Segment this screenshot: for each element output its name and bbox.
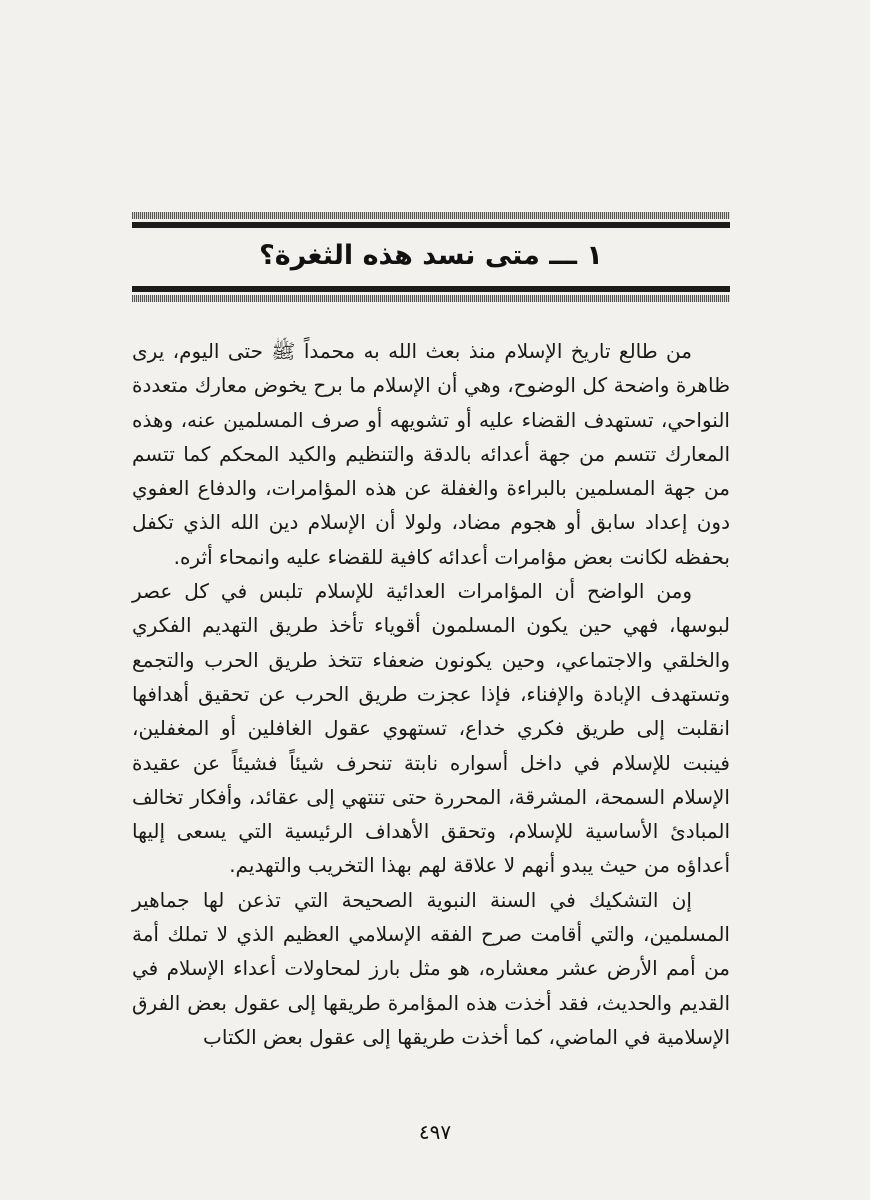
chapter-title: ١ ـــ متى نسد هذه الثغرة؟ [259, 240, 603, 271]
rule-hatch-line [132, 212, 730, 219]
header-rule-top [132, 212, 730, 228]
rule-hatch-line [132, 295, 730, 302]
paragraph: ومن الواضح أن المؤامرات العدائية للإسلام تلبس في كل عصر لبوسها، فهي حين يكون المسلمون أقوياء تأخذ طريق التهديم الفكري والخلقي والاجتماعي، وحين يكونون ضعفاء تتخذ طريق الحرب والتجمع وتستهدف الإبادة والإفناء، فإذا عجزت طريق الحرب عن تحقيق أهدافها انقلبت إلى طريق فكري خداع، تستهوي عقول الغافلين أو المغفلين، فينبت للإسلام في داخل أسواره نابتة تنحرف شيئاً فشيئاً عن عقيدة الإسلام السمحة، المشرقة، المحررة حتى تنتهي إلى عقائد، وأفكار تخالف المبادئ الأساسية للإسلام، وتحقق الأهداف الرئيسية التي يسعى إليها أعداؤه من حيث يبدو أنهم لا علاقة لهم بهذا التخريب والتهديم. [132, 579, 730, 878]
header-rule-bottom [132, 286, 730, 302]
paragraph: إن التشكيك في السنة النبوية الصحيحة التي تذعن لها جماهير المسلمين، والتي أقامت صرح الفقه الإسلامي العظيم الذي لا تملك أمة من أمم الأرض عشر معشاره، هو مثل بارز لمحاولات أعداء الإسلام في القديم والحديث، فقد أخذت هذه المؤامرة طريقها إلى عقول بعض الفرق الإسلامية في الماضي، كما أخذت طريقها إلى عقول بعض الكتاب [132, 887, 730, 1049]
body-text [132, 334, 730, 1054]
rule-thick-line [132, 222, 730, 228]
page-number: ٤٩٧ [418, 1120, 452, 1144]
paragraph: من طالع تاريخ الإسلام منذ بعث الله به محمداً ﷺ حتى اليوم، يرى ظاهرة واضحة كل الوضوح، وهي أن الإسلام ما برح يخوض معارك متعددة النواحي، تستهدف القضاء عليه أو تشويهه أو صرف المسلمين عنه، وهذه المعارك تتسم من جهة أعدائه بالدقة والتنظيم والكيد المحكم كما تتسم من جهة المسلمين بالبراءة والغفلة عن هذه المؤامرات، والدفاع العفوي دون إعداد سابق أو هجوم مضاد، ولولا أن الإسلام دين الله الذي تكفل بحفظه لكانت بعض مؤامرات أعدائه كافية للقضاء عليه وانمحاء أثره. [132, 339, 730, 569]
